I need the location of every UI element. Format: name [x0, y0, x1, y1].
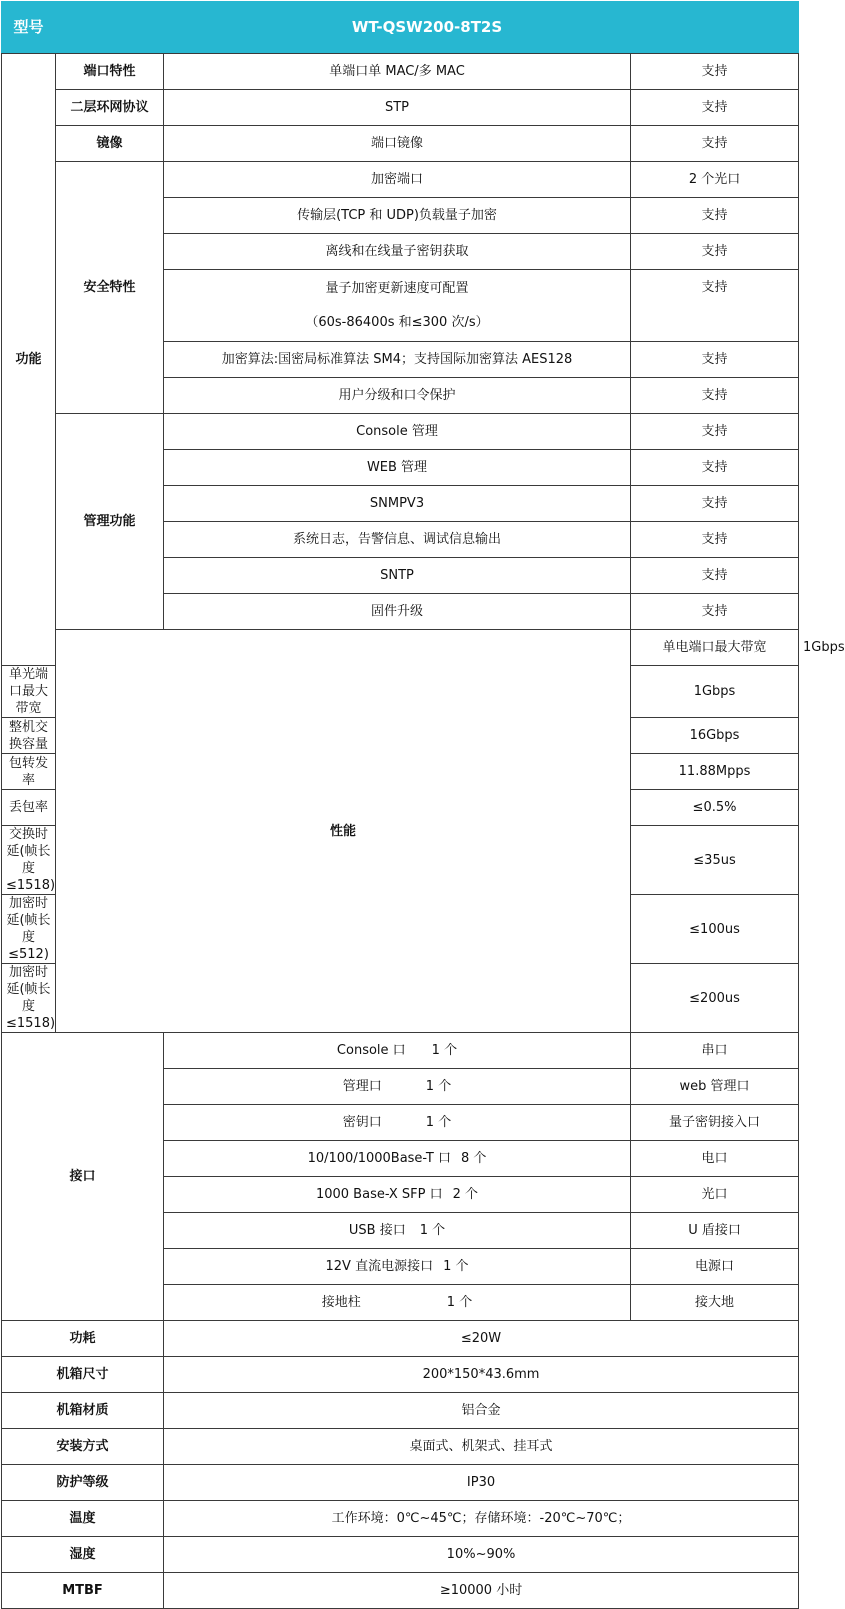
- interface-name: 1000 Base-X SFP 口: [315, 1187, 443, 1202]
- performance-item: 单光端口最大带宽: [2, 666, 56, 718]
- port-feature-value: 支持: [631, 54, 799, 90]
- interface-name: 管理口: [342, 1079, 382, 1094]
- security-item: 加密端口: [164, 162, 631, 198]
- mirror-item: 端口镜像: [164, 126, 631, 162]
- section-function-label: 功能: [2, 54, 56, 666]
- management-item: 系统日志，告警信息、调试信息输出: [164, 522, 631, 558]
- table-row: [2, 1321, 799, 1357]
- header-label: 型号: [2, 2, 56, 54]
- interface-item: [164, 1285, 631, 1321]
- interface-count: 2 个: [452, 1187, 479, 1202]
- performance-item: 丢包率: [2, 790, 56, 826]
- general-label: 机箱尺寸: [2, 1357, 164, 1393]
- management-label: 管理功能: [56, 414, 164, 630]
- interface-value: U 盾接口: [631, 1213, 799, 1249]
- interface-name: 12V 直流电源接口: [325, 1259, 434, 1274]
- table-row: [2, 54, 799, 90]
- security-item-line2: （60s-86400s 和≤300 次/s）: [305, 315, 489, 330]
- interface-item: [164, 1213, 631, 1249]
- interface-item: [164, 1249, 631, 1285]
- performance-item: 加密时延(帧长度≤1518): [2, 964, 56, 1033]
- general-value: 工作环境：0℃~45℃；存储环境：-20℃~70℃；: [164, 1501, 799, 1537]
- interface-count: 8 个: [461, 1151, 487, 1166]
- performance-item: 交换时延(帧长度≤1518): [2, 826, 56, 895]
- interface-count: 1 个: [446, 1295, 473, 1310]
- performance-item: 包转发率: [2, 754, 56, 790]
- management-item: SNMPV3: [164, 486, 631, 522]
- security-item-line1: 量子加密更新速度可配置: [325, 281, 469, 296]
- security-value: 支持: [631, 270, 799, 342]
- general-label: 防护等级: [2, 1465, 164, 1501]
- interface-name: Console 口: [336, 1043, 406, 1058]
- port-feature-label: 端口特性: [56, 54, 164, 90]
- table-row: [2, 162, 799, 198]
- interface-value: 串口: [631, 1033, 799, 1069]
- interface-value: 接大地: [631, 1285, 799, 1321]
- interface-name: USB 接口: [348, 1223, 406, 1238]
- performance-value: ≤200us: [631, 964, 799, 1033]
- general-label: 安装方式: [2, 1429, 164, 1465]
- security-item: 离线和在线量子密钥获取: [164, 234, 631, 270]
- performance-item: 整机交换容量: [2, 718, 56, 754]
- general-label: 功耗: [2, 1321, 164, 1357]
- general-value: ≥10000 小时: [164, 1573, 799, 1609]
- management-value: 支持: [631, 594, 799, 630]
- performance-value: ≤100us: [631, 895, 799, 964]
- spec-table: [1, 1, 845, 1609]
- interface-value: 量子密钥接入口: [631, 1105, 799, 1141]
- general-value: 200*150*43.6mm: [164, 1357, 799, 1393]
- interface-item: [164, 1033, 631, 1069]
- management-item: Console 管理: [164, 414, 631, 450]
- interface-name: 10/100/1000Base-T 口: [307, 1151, 452, 1166]
- security-item: 传输层(TCP 和 UDP)负载量子加密: [164, 198, 631, 234]
- general-label: 湿度: [2, 1537, 164, 1573]
- security-value: 支持: [631, 342, 799, 378]
- management-value: 支持: [631, 486, 799, 522]
- management-value: 支持: [631, 522, 799, 558]
- table-row: [2, 1501, 799, 1537]
- security-item: 用户分级和口令保护: [164, 378, 631, 414]
- performance-label: 性能: [56, 630, 631, 1033]
- security-value: 2 个光口: [631, 162, 799, 198]
- security-label: 安全特性: [56, 162, 164, 414]
- performance-item: 单电端口最大带宽: [631, 630, 799, 666]
- table-row: [2, 1465, 799, 1501]
- mirror-label: 镜像: [56, 126, 164, 162]
- interface-count: 1 个: [425, 1079, 452, 1094]
- interface-value: 电口: [631, 1141, 799, 1177]
- interface-name: 接地柱: [321, 1295, 361, 1310]
- interface-name: 密钥口: [342, 1115, 382, 1130]
- performance-value: ≤0.5%: [631, 790, 799, 826]
- header-row: [2, 2, 799, 54]
- performance-value: 11.88Mpps: [631, 754, 799, 790]
- general-label: 温度: [2, 1501, 164, 1537]
- general-value: 铝合金: [164, 1393, 799, 1429]
- management-value: 支持: [631, 450, 799, 486]
- performance-value: ≤35us: [631, 826, 799, 895]
- table-row: [2, 1033, 799, 1069]
- mirror-value: 支持: [631, 126, 799, 162]
- table-row: [2, 1357, 799, 1393]
- table-row: [2, 1573, 799, 1609]
- interface-count: 1 个: [425, 1115, 452, 1130]
- layer2-label: 二层环网协议: [56, 90, 164, 126]
- security-item: 加密算法:国密局标准算法 SM4；支持国际加密算法 AES128: [164, 342, 631, 378]
- interface-count: 1 个: [443, 1259, 469, 1274]
- interface-count: 1 个: [419, 1223, 446, 1238]
- management-item: SNTP: [164, 558, 631, 594]
- interface-item: [164, 1105, 631, 1141]
- interface-item: [164, 1141, 631, 1177]
- interface-item: [164, 1069, 631, 1105]
- interface-label: 接口: [2, 1033, 164, 1321]
- table-row: 性能 单电端口最大带宽 1Gbps: [2, 630, 799, 666]
- interface-value: 光口: [631, 1177, 799, 1213]
- table-row: [2, 1429, 799, 1465]
- general-value: ≤20W: [164, 1321, 799, 1357]
- interface-count: 1 个: [431, 1043, 458, 1058]
- security-value: 支持: [631, 378, 799, 414]
- security-item-multiline: [164, 270, 631, 342]
- security-value: 支持: [631, 198, 799, 234]
- management-item: 固件升级: [164, 594, 631, 630]
- table-row: [2, 126, 799, 162]
- interface-item: [164, 1177, 631, 1213]
- table-row: [2, 414, 799, 450]
- general-value: IP30: [164, 1465, 799, 1501]
- port-feature-item: 单端口单 MAC/多 MAC: [164, 54, 631, 90]
- table-row: [2, 1537, 799, 1573]
- performance-value: 16Gbps: [631, 718, 799, 754]
- layer2-value: 支持: [631, 90, 799, 126]
- management-value: 支持: [631, 414, 799, 450]
- interface-value: 电源口: [631, 1249, 799, 1285]
- header-model: WT-QSW200-8T2S: [56, 2, 799, 54]
- table-row: [2, 1393, 799, 1429]
- general-value: 10%~90%: [164, 1537, 799, 1573]
- performance-item: 加密时延(帧长度≤512): [2, 895, 56, 964]
- layer2-item: STP: [164, 90, 631, 126]
- interface-value: web 管理口: [631, 1069, 799, 1105]
- management-item: WEB 管理: [164, 450, 631, 486]
- general-value: 桌面式、机架式、挂耳式: [164, 1429, 799, 1465]
- management-value: 支持: [631, 558, 799, 594]
- performance-value: 1Gbps: [631, 666, 799, 718]
- security-value: 支持: [631, 234, 799, 270]
- general-label: 机箱材质: [2, 1393, 164, 1429]
- table-row: [2, 90, 799, 126]
- general-label: MTBF: [2, 1573, 164, 1609]
